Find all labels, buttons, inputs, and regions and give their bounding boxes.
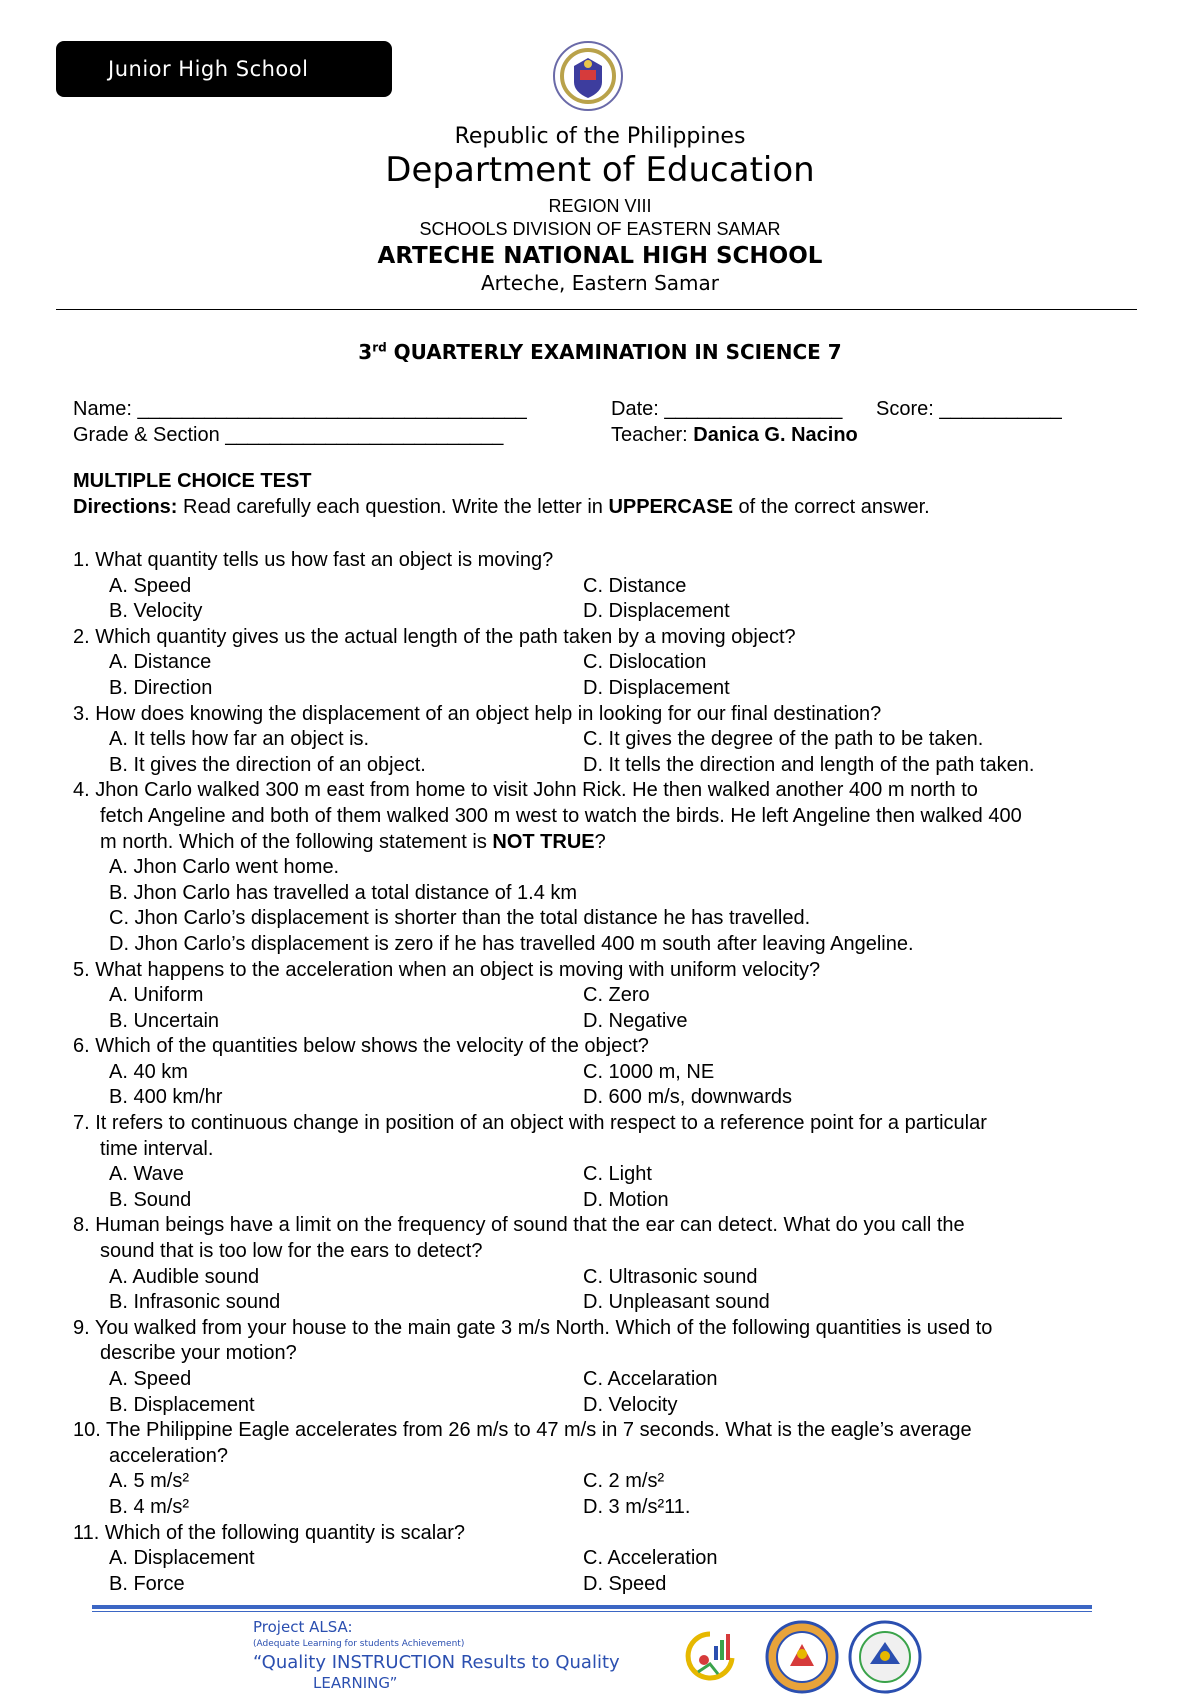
project-subtitle: (Adequate Learning for students Achievement) <box>253 1639 465 1649</box>
option-b: B. It gives the direction of an object. <box>109 753 426 776</box>
question-list <box>73 548 1133 1597</box>
school-name: ARTECHE NATIONAL HIGH SCHOOL <box>377 243 823 269</box>
directions: Directions: Read carefully each question. Write the letter in UPPERCASE of the correct answer. <box>73 496 930 518</box>
option-b: B. 400 km/hr <box>109 1086 223 1109</box>
score-field: Score: ___________ <box>876 398 1062 420</box>
school-location: Arteche, Eastern Samar <box>480 271 720 295</box>
option-c: C. It gives the degree of the path to be taken. <box>583 728 984 751</box>
option-c: C. 1000 m, NE <box>583 1060 715 1083</box>
option-a: A. Wave <box>109 1163 184 1186</box>
deped-seal-icon <box>552 40 624 112</box>
option-c: C. Accelaration <box>583 1368 718 1390</box>
option-a: A. Speed <box>109 1368 192 1390</box>
option-c: C. Light <box>583 1163 652 1186</box>
teacher-name: Danica G. Nacino <box>693 424 858 446</box>
motto-line-1: “Quality INSTRUCTION Results to Quality <box>253 1652 620 1673</box>
option-d: D. Displacement <box>583 676 730 699</box>
option-b: B. 4 m/s² <box>109 1495 190 1518</box>
motto-line-2: LEARNING” <box>313 1674 398 1692</box>
name-field: Name: ___________________________________ <box>73 398 527 420</box>
division-seal-icon <box>848 1620 922 1694</box>
date-field: Date: ________________ <box>611 398 843 420</box>
grade-section-field: Grade & Section _________________________ <box>73 424 504 446</box>
region-heading: REGION VIII <box>548 196 652 216</box>
option-a: A. It tells how far an object is. <box>109 728 370 751</box>
exam-title: 3rd QUARTERLY EXAMINATION IN SCIENCE 7 <box>358 340 842 364</box>
option-c: C. Ultrasonic sound <box>583 1265 758 1288</box>
question-10: 10. The Philippine Eagle accelerates from 26 m/s to 47 m/s in 7 seconds. What is the eagle’s average acceleration? A. 5 m/s² C. 2 m/s² B. 4 m/s² D. 3 m/s²11. <box>73 1418 1133 1520</box>
option-a: A. Speed <box>109 574 192 597</box>
option-b: B. Infrasonic sound <box>109 1291 281 1314</box>
option-a: A. Distance <box>109 651 212 674</box>
option-c: C. Distance <box>583 574 687 597</box>
option-d: D. Negative <box>583 1009 688 1032</box>
option-d: D. Jhon Carlo’s displacement is zero if he has travelled 400 m south after leaving Angeline. <box>109 932 914 955</box>
header-divider <box>56 309 1137 310</box>
option-a: A. Jhon Carlo went home. <box>109 856 340 879</box>
question-7: 7. It refers to continuous change in position of an object with respect to a reference point for a particular time interval. A. Wave C. Light B. Sound D. Motion <box>73 1111 1133 1213</box>
question-8: 8. Human beings have a limit on the frequency of sound that the ear can detect. What do you call the sound that is too low for the ears to detect? A. Audible sound C. Ultrasonic sound B. Infrasonic sound D. Unpleasant sound <box>73 1213 1133 1315</box>
question-11: 11. Which of the following quantity is scalar? A. Displacement C. Acceleration B. Force D. Speed <box>73 1521 1133 1598</box>
option-c: C. Zero <box>583 984 650 1007</box>
project-title: Project ALSA: <box>253 1618 353 1636</box>
question-5: 5. What happens to the acceleration when an object is moving with uniform velocity? A. Uniform C. Zero B. Uncertain D. Negative <box>73 958 1133 1035</box>
option-d: D. It tells the direction and length of the path taken. <box>583 753 1035 776</box>
school-seal-icon <box>765 1620 839 1694</box>
option-c: C. Acceleration <box>583 1547 718 1570</box>
junior-high-school-badge: Junior High School <box>56 41 392 97</box>
option-d: D. 3 m/s²11. <box>583 1495 691 1518</box>
question-9: 9. You walked from your house to the main gate 3 m/s North. Which of the following quantities is used to describe your motion? A. Speed C. Accelaration B. Displacement D. Velocity <box>73 1316 1133 1418</box>
option-a: A. 40 km <box>109 1060 188 1083</box>
project-logo-icon <box>680 1628 740 1686</box>
option-d: D. Speed <box>583 1572 667 1595</box>
option-d: D. 600 m/s, downwards <box>583 1086 792 1109</box>
question-2: 2. Which quantity gives us the actual length of the path taken by a moving object? A. Distance C. Dislocation B. Direction D. Displacement <box>73 625 1133 702</box>
option-b: B. Velocity <box>109 600 203 623</box>
section-title: MULTIPLE CHOICE TEST <box>73 470 312 492</box>
option-c: C. Dislocation <box>583 651 707 674</box>
department-heading: Department of Education <box>385 150 815 190</box>
question-1: 1. What quantity tells us how fast an object is moving? A. Speed C. Distance B. Velocity D. Displacement <box>73 548 1133 625</box>
teacher-field: Teacher: Danica G. Nacino <box>611 424 858 446</box>
option-d: D. Unpleasant sound <box>583 1291 770 1314</box>
footer-rule <box>92 1605 1092 1609</box>
option-a: A. Displacement <box>109 1547 255 1570</box>
option-c: C. 2 m/s² <box>583 1470 665 1493</box>
option-b: B. Sound <box>109 1188 192 1211</box>
option-b: B. Force <box>109 1572 185 1595</box>
option-b: B. Displacement <box>109 1393 255 1416</box>
option-b: B. Uncertain <box>109 1009 220 1032</box>
option-a: A. Uniform <box>109 984 204 1007</box>
question-6: 6. Which of the quantities below shows the velocity of the object? A. 40 km C. 1000 m, NE B. 400 km/hr D. 600 m/s, downwards <box>73 1034 1133 1111</box>
republic-heading: Republic of the Philippines <box>454 124 746 149</box>
division-heading: SCHOOLS DIVISION OF EASTERN SAMAR <box>419 219 781 239</box>
option-d: D. Displacement <box>583 600 730 623</box>
option-d: D. Motion <box>583 1188 669 1211</box>
option-c: C. Jhon Carlo’s displacement is shorter than the total distance he has travelled. <box>109 907 811 930</box>
option-a: A. Audible sound <box>109 1265 260 1288</box>
option-a: A. 5 m/s² <box>109 1470 190 1493</box>
question-4: 4. Jhon Carlo walked 300 m east from home to visit John Rick. He then walked another 400 m north to fetch Angeline and both of them walked 300 m west to watch the birds. He left Angeline then walked 400 m north. Which of the following statement is NOT TRUE? A. Jhon Carlo went home. B. Jhon Carlo has travelled a total distance of 1.4 km C. Jhon Carlo’s displacement is shorter than the total distance he has travelled. D. Jhon Carlo’s displacement is zero if he has travelled 400 m south after leaving Angeline. <box>73 778 1133 957</box>
footer-rule-thin <box>92 1611 1092 1612</box>
option-b: B. Direction <box>109 676 213 699</box>
question-3: 3. How does knowing the displacement of an object help in looking for our final destination? A. It tells how far an object is. C. It gives the degree of the path to be taken. B. It gives the direction of an object. D. It tells the direction and length of the path taken. <box>73 702 1133 779</box>
option-b: B. Jhon Carlo has travelled a total distance of 1.4 km <box>109 881 578 904</box>
option-d: D. Velocity <box>583 1393 678 1416</box>
